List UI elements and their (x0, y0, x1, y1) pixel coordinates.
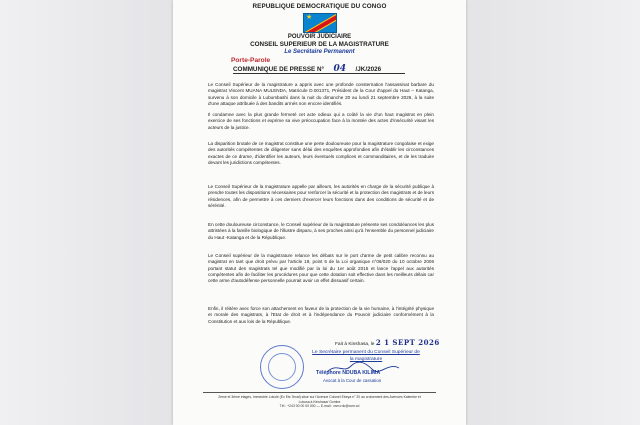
communique-prefix: COMMUNIQUE DE PRESSE N° (233, 66, 325, 73)
background-right (470, 0, 640, 425)
signatory-role-line-2: la magistrature (349, 356, 383, 362)
paragraph-4: Le Conseil Supérieur de la magistrature appelle par ailleurs, les autorités en charge de la sécurité publique à prendre toutes les dispositions nécessaires pour renforcer la sécurité et la protection des magistrats et de leurs résidences, afin de permettre à ces derniers d'exercer leurs fonctions dans des conditions de sécurité et de sérénité. (208, 184, 434, 208)
paragraph-6: Le Conseil supérieur de la magistrature relance les débats sur le port d'arme de petit calibre reconnu au magistrat en tant que droit prévu par l'article 19, point 5 de la Loi organique n°06/020 du 10 octobre 2006 portant statut des magistrats tel que modifié par la loi du 1er août 2015 et lance l'appel aux autorités compétentes afin de faciliter les procédures pour que cette dotation soit effective dans les meilleurs délais car cette arme d'autodéfense personnelle pourrait avoir un effet dissuasif certain. (208, 253, 434, 284)
place-label: Fait à Kinshasa, le (335, 342, 375, 347)
signatory-name: Téléphore NDUBA KILIMA (316, 370, 381, 376)
paragraph-7: Enfin, il réitère avec force son attachement en faveur de la protection de la vie humaine, à l'intégrité physique et morale des magistrats, à l'Etat de droit et à l'indépendance du Pouvoir judiciaire conformément à la Constitution et aux lois de la République. (208, 306, 434, 324)
drc-flag-icon: ★ (303, 13, 337, 33)
spokesperson-label: Porte-Parole (231, 57, 271, 64)
secretary-title: Le Secrétaire Permanent (284, 49, 355, 55)
place-date-line (335, 338, 440, 347)
signatory-title: Avocat à la Cour de cassation (323, 378, 382, 383)
footer-line-2: Tél : +243 00 00 00 000 — E-mail : csm.rdc@csm.cd (279, 404, 360, 409)
footer-address (213, 395, 426, 409)
paragraph-5: En cette douloureuse circonstance, le Conseil supérieur de la magistrature présente ses condoléances les plus attristées à la famille biologique de l'illustre disparu, à ses proches ainsi qu'à l'ensemble du personnel judiciaire du Haut -Katanga et de la République. (208, 222, 434, 240)
press-release-page (173, 0, 466, 425)
paragraph-1: Le Conseil Supérieur de la magistrature a appris avec une profonde consternation l'assassinat barbare du magistrat Vincent MUANA MULENDA, Matricule D.001371, Président de la Cour d'appel du Haut – Katanga, survenu à son domicile à Lubumbashi dans la nuit du dimanche 20 au lundi 21 septembre 2026, à la suite d'une attaque attribuée à des bandits armés non encore identifiés. (208, 82, 434, 106)
background-left (0, 0, 170, 425)
footer-line-1: 2ème et 3ème étages, Immeuble Lokole (Ex Ets Texaf) situé sur l'Avenue Colonel Ebeya n° 20 au croisement des Avenues Kalembe et Lukusa à Kinshasa/ Gombe (218, 395, 421, 404)
republic-title: REPUBLIQUE DEMOCRATIQUE DU CONGO (252, 3, 387, 10)
council-title: CONSEIL SUPERIEUR DE LA MAGISTRATURE (250, 41, 389, 48)
judiciary-title: POUVOIR JUDICIAIRE (287, 34, 352, 40)
communique-suffix: /JK/2026 (355, 66, 382, 73)
communique-number: 04 (333, 64, 347, 74)
heading-underline (233, 73, 405, 74)
signatory-role-line-1: Le Secrétaire permanent du Conseil Supérieur de (312, 350, 420, 355)
footer-divider (203, 392, 436, 393)
paragraph-2: Il condamne avec la plus grande fermeté cet acte odieux qui a coûté la vie d'un haut magistrat en plein exercice de ses fonctions et exprime sa vive préoccupation face à la montée des actes d'insécurité visant les acteurs de la justice. (208, 112, 434, 130)
paragraph-3: La disparition brutale de ce magistrat constitue une perte douloureuse pour la magistrature congolaise et exige des autorités compétentes de diligenter sans délai des enquêtes approfondies afin d'établir les circonstances exactes de ce drame, d'identifier les auteurs, leurs éventuels complices et commanditaires, et de les traduire devant les juridictions compétentes. (208, 141, 434, 165)
date-stamp: 2 1 SEPT 2026 (375, 338, 440, 347)
